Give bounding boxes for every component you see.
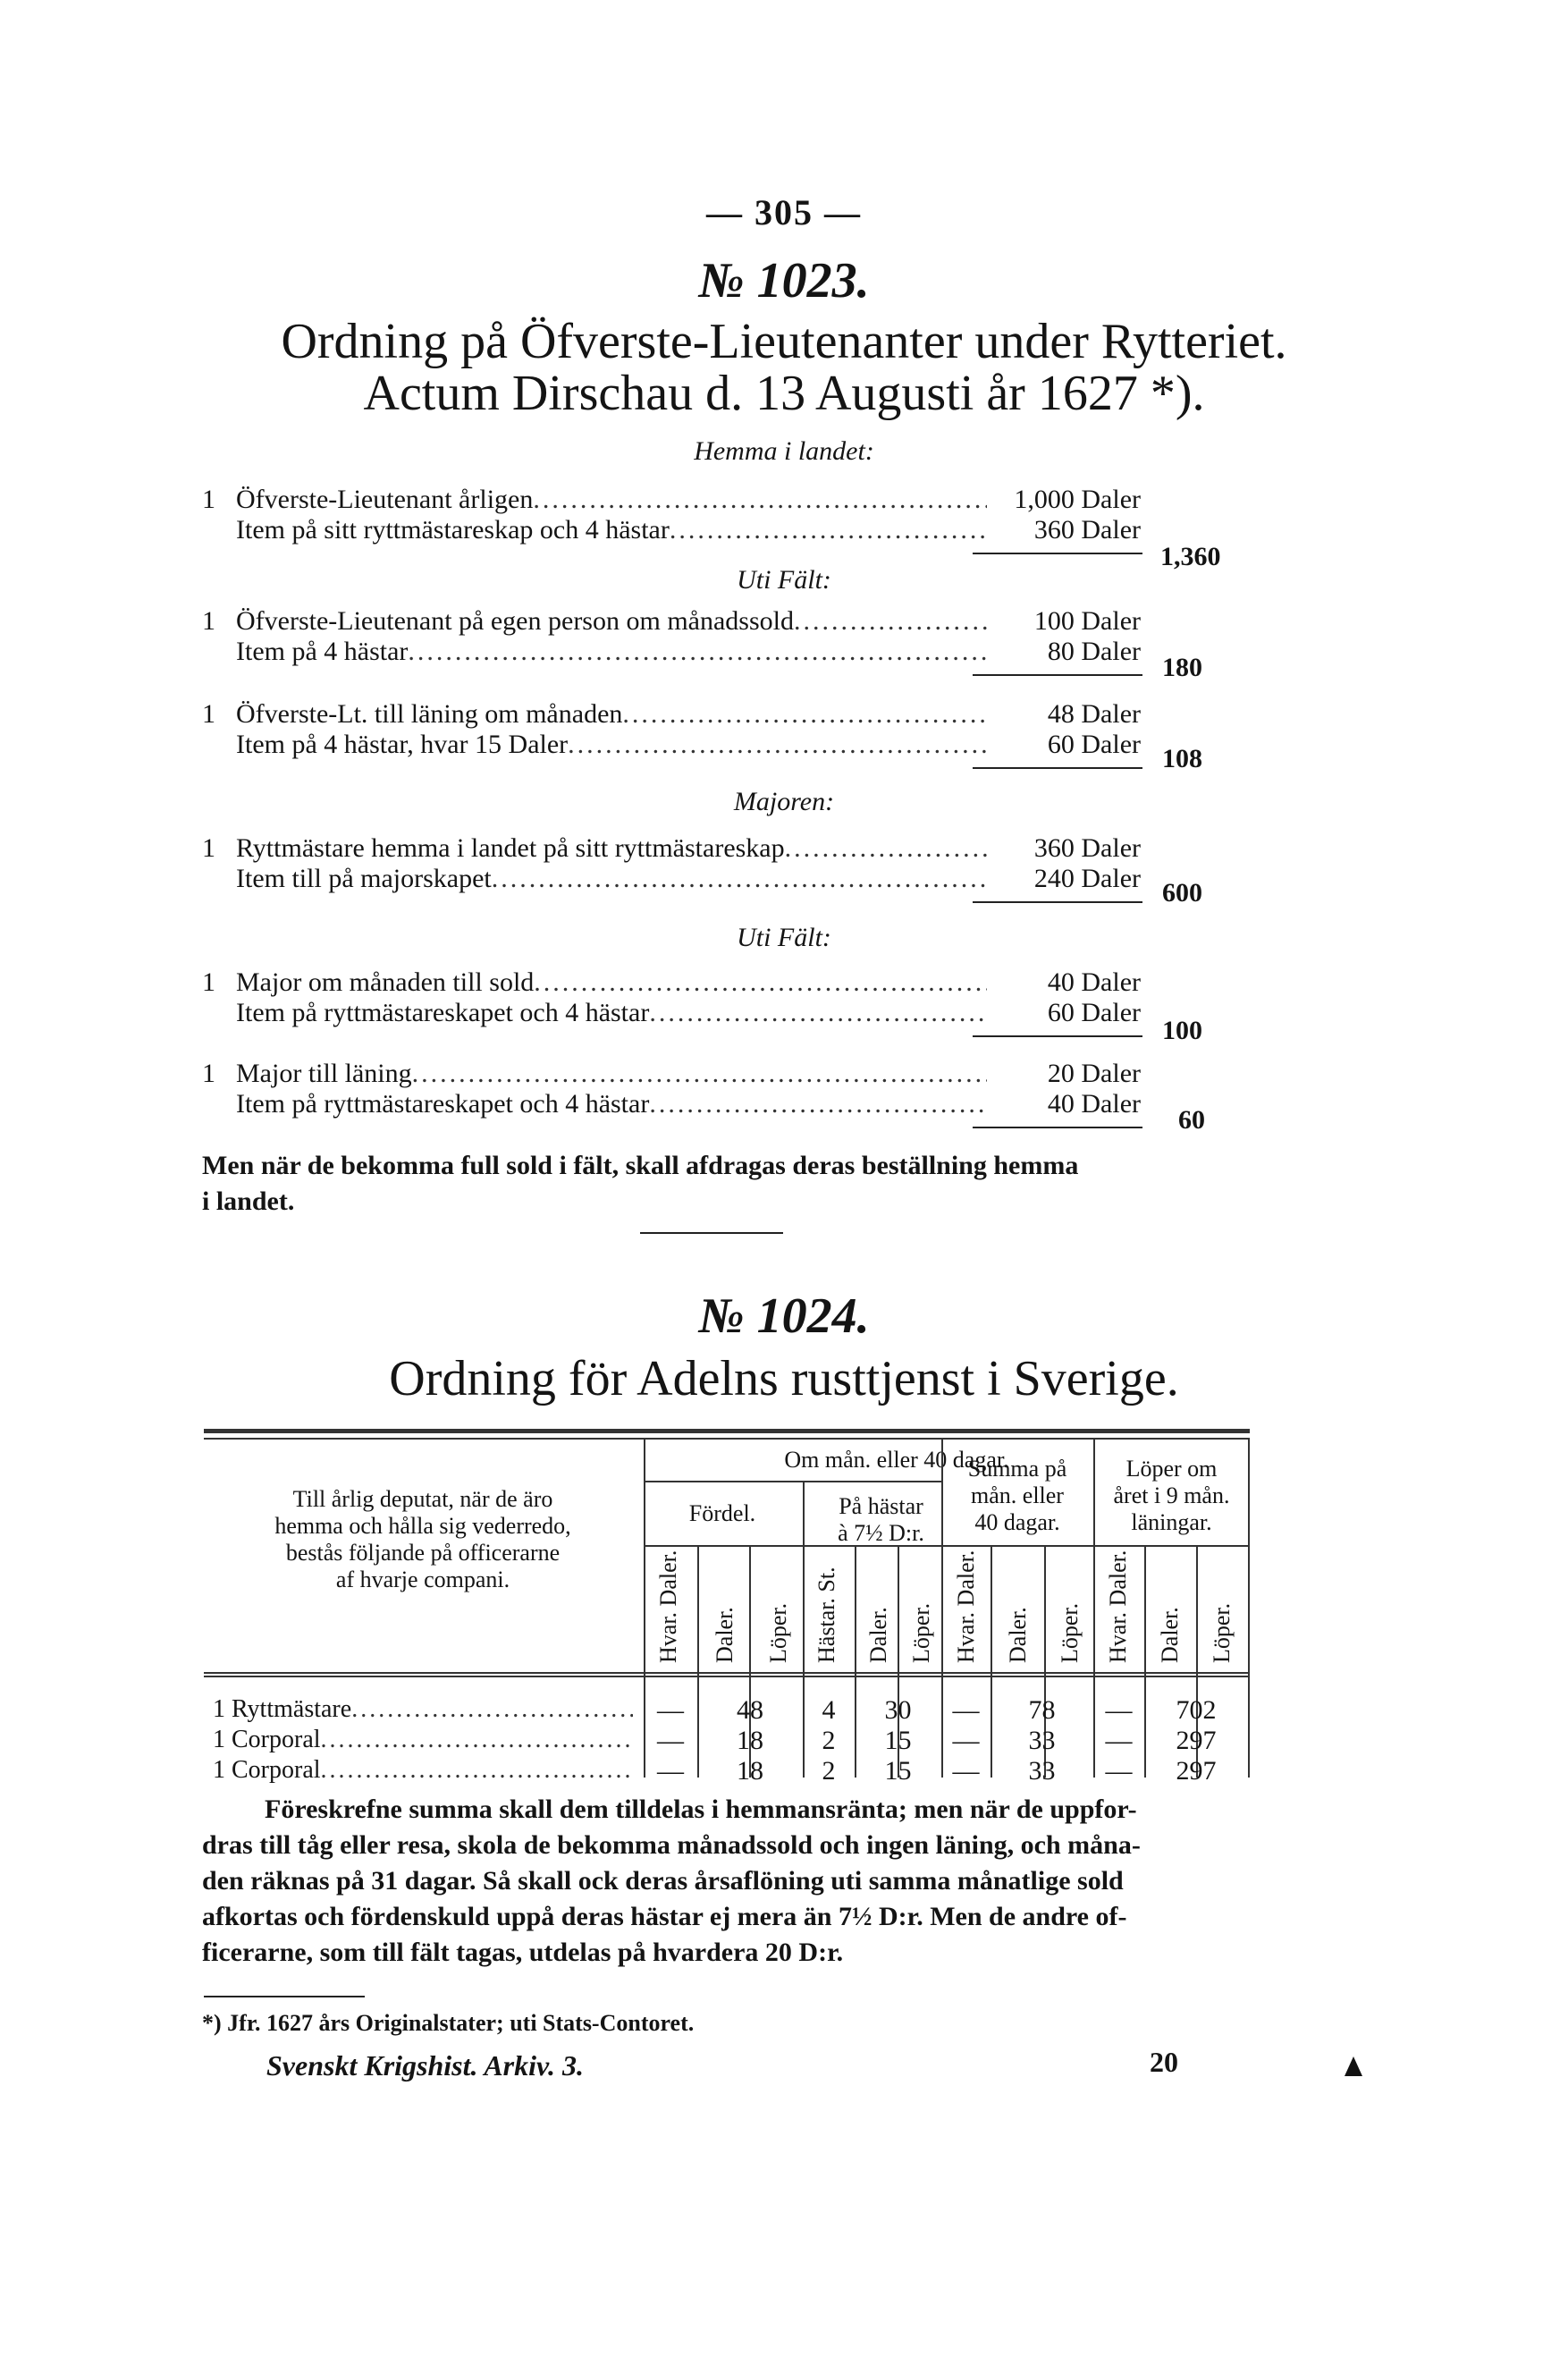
ledger-row-amount: 80 Daler xyxy=(1047,637,1141,666)
col-1-label: Hvar. Daler. xyxy=(655,1550,681,1663)
table-cell: 78 xyxy=(1028,1695,1056,1725)
rusttjenst-table xyxy=(204,1429,1250,1786)
total-2: 180 xyxy=(1162,653,1202,682)
subtotal-rule xyxy=(973,1127,1142,1128)
col-10-label: Hvar. Daler. xyxy=(1105,1550,1131,1663)
ledger-row-amount: 60 Daler xyxy=(1047,998,1141,1027)
col-5-label: Daler. xyxy=(865,1607,891,1663)
ledger-row-text: Öfverste-Lieutenant årligen xyxy=(236,485,534,514)
subtotal-rule xyxy=(973,901,1142,903)
section-uti-falt-1-heading: Uti Fält: xyxy=(737,565,831,595)
table-cell: 702 xyxy=(1176,1695,1217,1725)
ledger-row-text: Item på ryttmästareskapet och 4 hästar xyxy=(236,998,650,1027)
doc1-note-line1: Men när de bekomma full sold i fält, skall afdragas deras beställning hemma xyxy=(202,1151,1079,1180)
col-6-label: Löper. xyxy=(908,1602,934,1663)
table-cell: — xyxy=(657,1756,684,1786)
subtotal-rule xyxy=(973,767,1142,769)
table-cell: — xyxy=(1105,1726,1133,1755)
ledger-row-text: Item på 4 hästar xyxy=(236,637,409,666)
table-cell: 297 xyxy=(1176,1756,1217,1786)
table-row-text: 1 Corporal xyxy=(213,1726,321,1753)
ledger-row-label xyxy=(236,637,987,667)
leader-dots xyxy=(622,699,987,730)
leader-dots xyxy=(785,833,987,864)
ledger-row-text: Major till läning xyxy=(236,1059,412,1088)
signature-mark: 20 xyxy=(1150,2046,1178,2078)
corner-mark-icon xyxy=(1345,2056,1362,2076)
table-cell: 297 xyxy=(1176,1726,1217,1755)
leader-dots xyxy=(408,637,987,667)
table-cell: 18 xyxy=(737,1726,763,1755)
doc1-note-line2: i landet. xyxy=(202,1186,295,1216)
page-number: — 305 — xyxy=(706,192,862,232)
ledger-row-label xyxy=(236,967,987,998)
ledger-row-label xyxy=(236,699,987,730)
table-cell: 4 xyxy=(822,1695,836,1725)
ledger-row-label xyxy=(236,833,987,864)
section-uti-falt-2-heading: Uti Fält: xyxy=(737,923,831,952)
total-1: 1,360 xyxy=(1160,542,1221,571)
group3-header: Löper om året i 9 mån. läningar. xyxy=(1113,1456,1230,1535)
table-row-label xyxy=(213,1695,633,1724)
table-cell: 18 xyxy=(737,1756,763,1786)
ledger-row-label xyxy=(236,515,987,545)
ledger-row-label xyxy=(236,998,987,1028)
table-cell: 33 xyxy=(1028,1756,1056,1786)
ledger-row-count: 1 xyxy=(202,485,215,514)
footnote: *) Jfr. 1627 års Originalstater; uti Stats-Contoret. xyxy=(202,2010,695,2036)
ledger-row-count: 1 xyxy=(202,967,215,997)
group1-sub-fordel: Fördel. xyxy=(688,1500,756,1526)
ledger-row-count: 1 xyxy=(202,699,215,729)
table-cell: — xyxy=(952,1726,980,1755)
ledger-row-text: Major om månaden till sold xyxy=(236,967,535,997)
doc1-number: № 1023. xyxy=(698,253,870,308)
ledger-row-label xyxy=(236,730,987,760)
table-row-label xyxy=(213,1726,633,1754)
total-3: 108 xyxy=(1162,744,1202,773)
ledger-row-text: Item till på majorskapet xyxy=(236,864,492,893)
ledger-row-text: Item på 4 hästar, hvar 15 Daler xyxy=(236,730,569,759)
table-cell: — xyxy=(1105,1756,1133,1786)
col-4-label: Hästar. St. xyxy=(814,1567,839,1663)
section-hemma-heading: Hemma i landet: xyxy=(694,436,874,466)
table-cell: 2 xyxy=(822,1726,836,1755)
group1-header: Om mån. eller 40 dagar. xyxy=(784,1447,1009,1473)
doc2-title: Ordning för Adelns rusttjenst i Sverige. xyxy=(389,1351,1179,1406)
doc2-paragraph: Föreskrefne summa skall dem tilldelas i hemmansränta; men när de uppfor- dras till tåg eller resa, skola de bekomma månadssold och ingen läning, och måna- den räknas på 31 dagar. Så skall ock deras årsaflöning uti samma månatlige sold afkortas och fördenskuld uppå deras hästar ej mera än 7½ D:r. Men de andre of- ficerarne, som till fält tagas, utdelas på hvardera 20 D:r. xyxy=(202,1795,1141,1967)
ledger-row-amount: 100 Daler xyxy=(1033,606,1141,636)
ledger-row-label xyxy=(236,606,987,637)
table-row-text: 1 Corporal xyxy=(213,1756,321,1784)
leader-dots xyxy=(649,998,987,1028)
table-cell: — xyxy=(952,1756,980,1786)
ledger-row-text: Item på sitt ryttmästareskap och 4 hästar xyxy=(236,515,670,545)
footnote-rule xyxy=(204,1996,365,1997)
ledger-row-label xyxy=(236,1059,987,1089)
leader-dots xyxy=(794,606,987,637)
ledger-row-amount: 48 Daler xyxy=(1047,699,1141,729)
table-cell: 15 xyxy=(884,1756,912,1786)
table-row-label xyxy=(213,1756,633,1785)
ledger-row-amount: 20 Daler xyxy=(1047,1059,1141,1088)
ledger-row-text: Item på ryttmästareskapet och 4 hästar xyxy=(236,1089,650,1119)
subtotal-rule xyxy=(973,1035,1142,1037)
ledger-row-text: Ryttmästare hemma i landet på sitt ryttmästareskap xyxy=(236,833,785,863)
subtotal-rule xyxy=(973,674,1142,676)
table-cell: — xyxy=(657,1695,684,1725)
col-12-label: Löper. xyxy=(1209,1602,1235,1663)
leader-dots xyxy=(321,1756,633,1785)
ledger-row-amount: 360 Daler xyxy=(1033,833,1141,863)
ledger-row-amount: 360 Daler xyxy=(1033,515,1141,545)
doc2-number: № 1024. xyxy=(698,1288,870,1344)
col-9-label: Löper. xyxy=(1057,1602,1083,1663)
ledger-row-label xyxy=(236,1089,987,1119)
table-cell: 2 xyxy=(822,1756,836,1786)
table-cell: — xyxy=(657,1726,684,1755)
table-intro: Till årlig deputat, när de äro hemma och hålla sig vederredo, bestås följande på officerarne af hvarje compani. xyxy=(274,1486,571,1592)
ledger-row-count: 1 xyxy=(202,1059,215,1088)
table-cell: 30 xyxy=(884,1695,912,1725)
col-7-label: Hvar. Daler. xyxy=(953,1550,979,1663)
ledger-row-amount: 40 Daler xyxy=(1047,967,1141,997)
table-cell: — xyxy=(1105,1695,1133,1725)
ledger-row-text: Öfverste-Lieutenant på egen person om månadssold xyxy=(236,606,794,636)
doc1-title-line2: Actum Dirschau d. 13 Augusti år 1627 *). xyxy=(363,366,1205,421)
leader-dots xyxy=(568,730,987,760)
doc1-title-line1: Ordning på Öfverste-Lieutenanter under Rytteriet. xyxy=(281,314,1287,369)
leader-dots xyxy=(533,485,987,515)
col-11-label: Daler. xyxy=(1157,1607,1183,1663)
leader-dots xyxy=(321,1726,633,1754)
group1-sub-hastar: På hästar à 7½ D:r. xyxy=(838,1493,924,1546)
table-row-text: 1 Ryttmästare xyxy=(213,1695,352,1723)
col-2-label: Daler. xyxy=(712,1607,738,1663)
footer-archive-title: Svenskt Krigshist. Arkiv. 3. xyxy=(266,2049,585,2082)
ledger-row-amount: 40 Daler xyxy=(1047,1089,1141,1119)
section-divider xyxy=(640,1232,783,1234)
ledger-row-amount: 60 Daler xyxy=(1047,730,1141,759)
total-4: 600 xyxy=(1162,878,1202,908)
ledger-row-count: 1 xyxy=(202,833,215,863)
table-cell: 15 xyxy=(884,1726,912,1755)
leader-dots xyxy=(412,1059,987,1089)
leader-dots xyxy=(649,1089,987,1119)
ledger-row-amount: 240 Daler xyxy=(1033,864,1141,893)
subtotal-rule xyxy=(973,553,1142,554)
total-5: 100 xyxy=(1162,1016,1202,1045)
leader-dots xyxy=(351,1695,633,1724)
leader-dots xyxy=(492,864,987,894)
col-3-label: Löper. xyxy=(765,1602,791,1663)
ledger-row-count: 1 xyxy=(202,606,215,636)
ledger-row-label xyxy=(236,864,987,894)
ledger-row-label xyxy=(236,485,987,515)
leader-dots xyxy=(670,515,987,545)
table-cell: 33 xyxy=(1028,1726,1056,1755)
ledger-row-amount: 1,000 Daler xyxy=(1014,485,1141,514)
total-6: 60 xyxy=(1178,1105,1205,1135)
section-majoren-heading: Majoren: xyxy=(733,787,835,816)
group2-header: Summa på mån. eller 40 dagar. xyxy=(967,1456,1067,1535)
table-cell: 48 xyxy=(737,1695,763,1725)
table-cell: — xyxy=(952,1695,980,1725)
col-8-label: Daler. xyxy=(1005,1607,1031,1663)
leader-dots xyxy=(534,967,987,998)
ledger-row-text: Öfverste-Lt. till läning om månaden xyxy=(236,699,623,729)
